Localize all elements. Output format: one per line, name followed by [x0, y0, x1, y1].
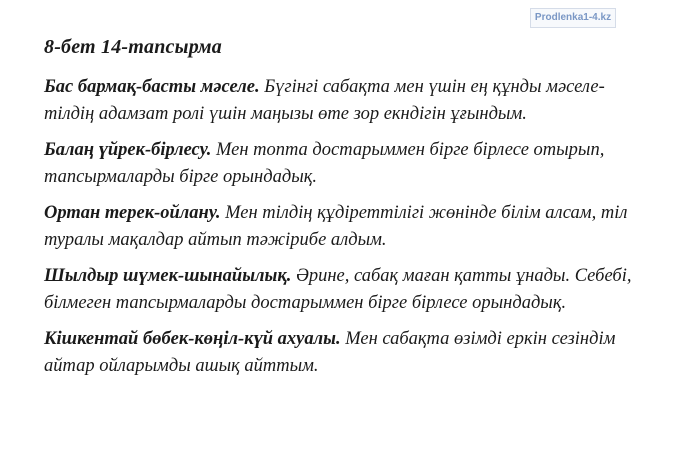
paragraph-text: Мен тілдің құдіреттілігі жөнінде білім алсам, тіл туралы мақалдар айтып тәжірибе алдым.	[44, 203, 628, 250]
paragraph-lead: Балаң үйрек-бірлесу.	[44, 140, 212, 160]
document-page	[44, 36, 644, 389]
paragraph-lead: Кішкентай бөбек-көңіл-күй ахуалы.	[44, 329, 341, 349]
paragraph-lead: Ортан терек-ойлану.	[44, 203, 221, 223]
paragraph-cooperation	[44, 137, 644, 191]
paragraph-text: Мен сабақта өзімді еркін сезіндім айтар ойларымды ашық айттым.	[44, 329, 616, 376]
paragraph-lead: Бас бармақ-басты мәселе.	[44, 77, 260, 97]
paragraph-main-issue	[44, 74, 644, 128]
site-watermark: Prodlenka1-4.kz	[530, 8, 616, 28]
paragraph-reflection	[44, 200, 644, 254]
paragraph-text: Бүгінгі сабақта мен үшін ең құнды мәселе-тілдің адамзат ролі үшін маңызы өте зор екндігін ұғындым.	[44, 77, 605, 124]
paragraph-text: Мен топта достарыммен бірге бірлесе отырып, тапсырмаларды бірге орындадық.	[44, 140, 605, 187]
page-title: 8-бет 14-тапсырма	[44, 36, 223, 58]
paragraph-mood	[44, 326, 644, 380]
paragraph-sincerity	[44, 263, 644, 317]
paragraph-lead: Шылдыр шүмек-шынайылық.	[44, 266, 292, 286]
paragraph-text: Әрине, сабақ маған қатты ұнады. Себебі, білмеген тапсырмаларды достарыммен бірге бірлесе орындадық.	[44, 266, 632, 313]
